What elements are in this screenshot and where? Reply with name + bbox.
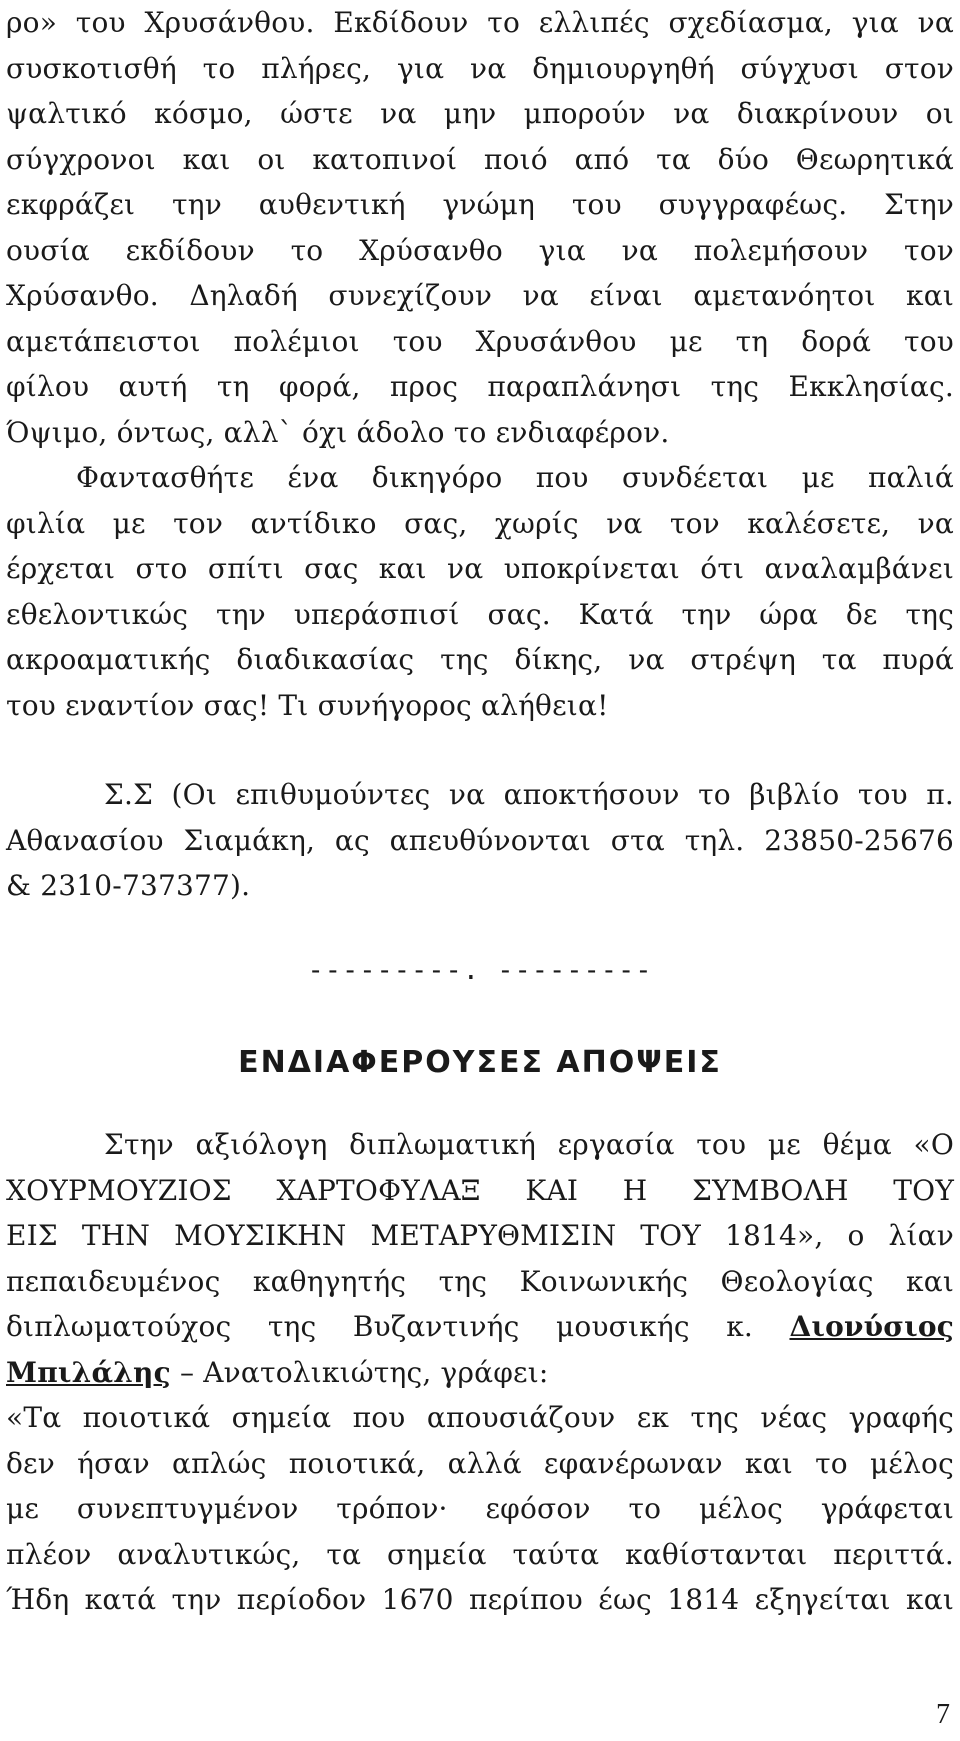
paragraph-4 <box>6 1122 954 1623</box>
text-line: Χρύσανθο. Δηλαδή συνεχίζουν να είναι αμετανόητοι και <box>6 279 955 312</box>
section-heading: ΕΝΔΙΑΦΕΡΟΥΣΕΣ ΑΠΟΨΕΙΣ <box>238 1045 722 1080</box>
text-line: πλέον αναλυτικώς, τα σημεία ταύτα καθίστανται περιττά. <box>6 1537 954 1571</box>
text-line: φίλου αυτή τη φορά, προς παραπλάνησι της Εκκλησίας. <box>6 370 954 403</box>
text-line: έρχεται στο σπίτι σας και να υποκρίνεται ότι αναλαμβάνει <box>6 552 955 585</box>
text-line: Φαντασθήτε ένα δικηγόρο που συνδέεται με παλιά <box>76 461 954 494</box>
text-line: Ήδη κατά την περίοδον 1670 περίπου έως 1814 εξηγείται και <box>6 1583 955 1616</box>
text-line: Στην αξιόλογη διπλωματική εργασία του με θέμα «Ο <box>104 1128 955 1161</box>
text-line: «Τα ποιοτικά σημεία που απουσιάζουν εκ της νέας γραφής <box>6 1401 955 1434</box>
text-line: εκφράζει την αυθεντική γνώμη του συγγραφέως. Στην <box>6 188 955 221</box>
text-line: πεπαιδευμένος καθηγητής της Κοινωνικής Θεολογίας και <box>6 1264 954 1298</box>
author-first-name: Διονύσιος <box>789 1310 955 1343</box>
section-separator: ---------. --------- <box>307 955 653 986</box>
text-line: Όψιμο, όντως, αλλ` όχι άδολο το ενδιαφέρον. <box>6 415 670 449</box>
text-line: ΧΟΥΡΜΟΥΖΙΟΣ ΧΑΡΤΟΦΥΛΑΞ ΚΑΙ Η ΣΥΜΒΟΛΗ ΤΟΥ <box>6 1173 955 1207</box>
text-line: ψαλτικό κόσμο, ώστε να μην μπορούν να διακρίνουν οι <box>6 97 955 130</box>
text-line: ΕΙΣ ΤΗΝ ΜΟΥΣΙΚΗΝ ΜΕΤΑΡΥΘΜΙΣΙΝ ΤΟΥ 1814», ο λίαν <box>6 1219 954 1252</box>
paragraph-3-note <box>6 772 954 909</box>
text-line: φιλία με τον αντίδικο σας, χωρίς να τον καλέσετε, να <box>6 506 955 540</box>
text-line-with-name <box>6 1350 954 1396</box>
paragraph-2 <box>6 455 954 728</box>
text-line: ρο» του Χρυσάνθου. Εκδίδουν το ελλιπές σχεδίασμα, για να <box>6 6 954 39</box>
text-line: ακροαματικής διαδικασίας της δίκης, να στρέψη τα πυρά <box>6 643 954 676</box>
page-number: 7 <box>936 1699 950 1730</box>
text-fragment: – Ανατολικιώτης, γράφει: <box>170 1355 549 1389</box>
text-line: συσκοτισθή το πλήρες, για να δημιουργηθή σύγχυσι στον <box>6 51 954 85</box>
text-line: Σ.Σ (Οι επιθυμούντες να αποκτήσουν το βιβλίο του π. <box>104 778 955 811</box>
text-line: ουσία εκδίδουν το Χρύσανθο για να πολεμήσουν τον <box>6 233 955 267</box>
text-line: Αθανασίου Σιαμάκη, ας απευθύνονται στα τηλ. 23850-25676 <box>6 823 955 857</box>
text-line: δεν ήσαν απλώς ποιοτικά, αλλά εφανέρωναν και το μέλος <box>6 1446 954 1480</box>
text-line: με συνεπτυγμένον τρόπον· εφόσον το μέλος γράφεται <box>6 1492 955 1525</box>
text-line: εθελοντικώς την υπεράσπισί σας. Κατά την ώρα δε της <box>6 597 955 631</box>
text-line: & 2310-737377). <box>6 869 251 902</box>
author-last-name: Μπιλάλης <box>6 1355 171 1389</box>
text-line: του εναντίον σας! Τι συνήγορος αλήθεια! <box>6 688 609 722</box>
text-fragment: διπλωματούχος της Βυζαντινής μουσικής κ. <box>6 1310 790 1343</box>
paragraph-1 <box>6 0 954 455</box>
text-line: αμετάπειστοι πολέμιοι του Χρυσάνθου με τη δορά του <box>6 324 954 358</box>
text-line: σύγχρονοι και οι κατοπινοί ποιό από τα δύο Θεωρητικά <box>6 142 954 176</box>
text-line-with-name <box>6 1304 954 1350</box>
